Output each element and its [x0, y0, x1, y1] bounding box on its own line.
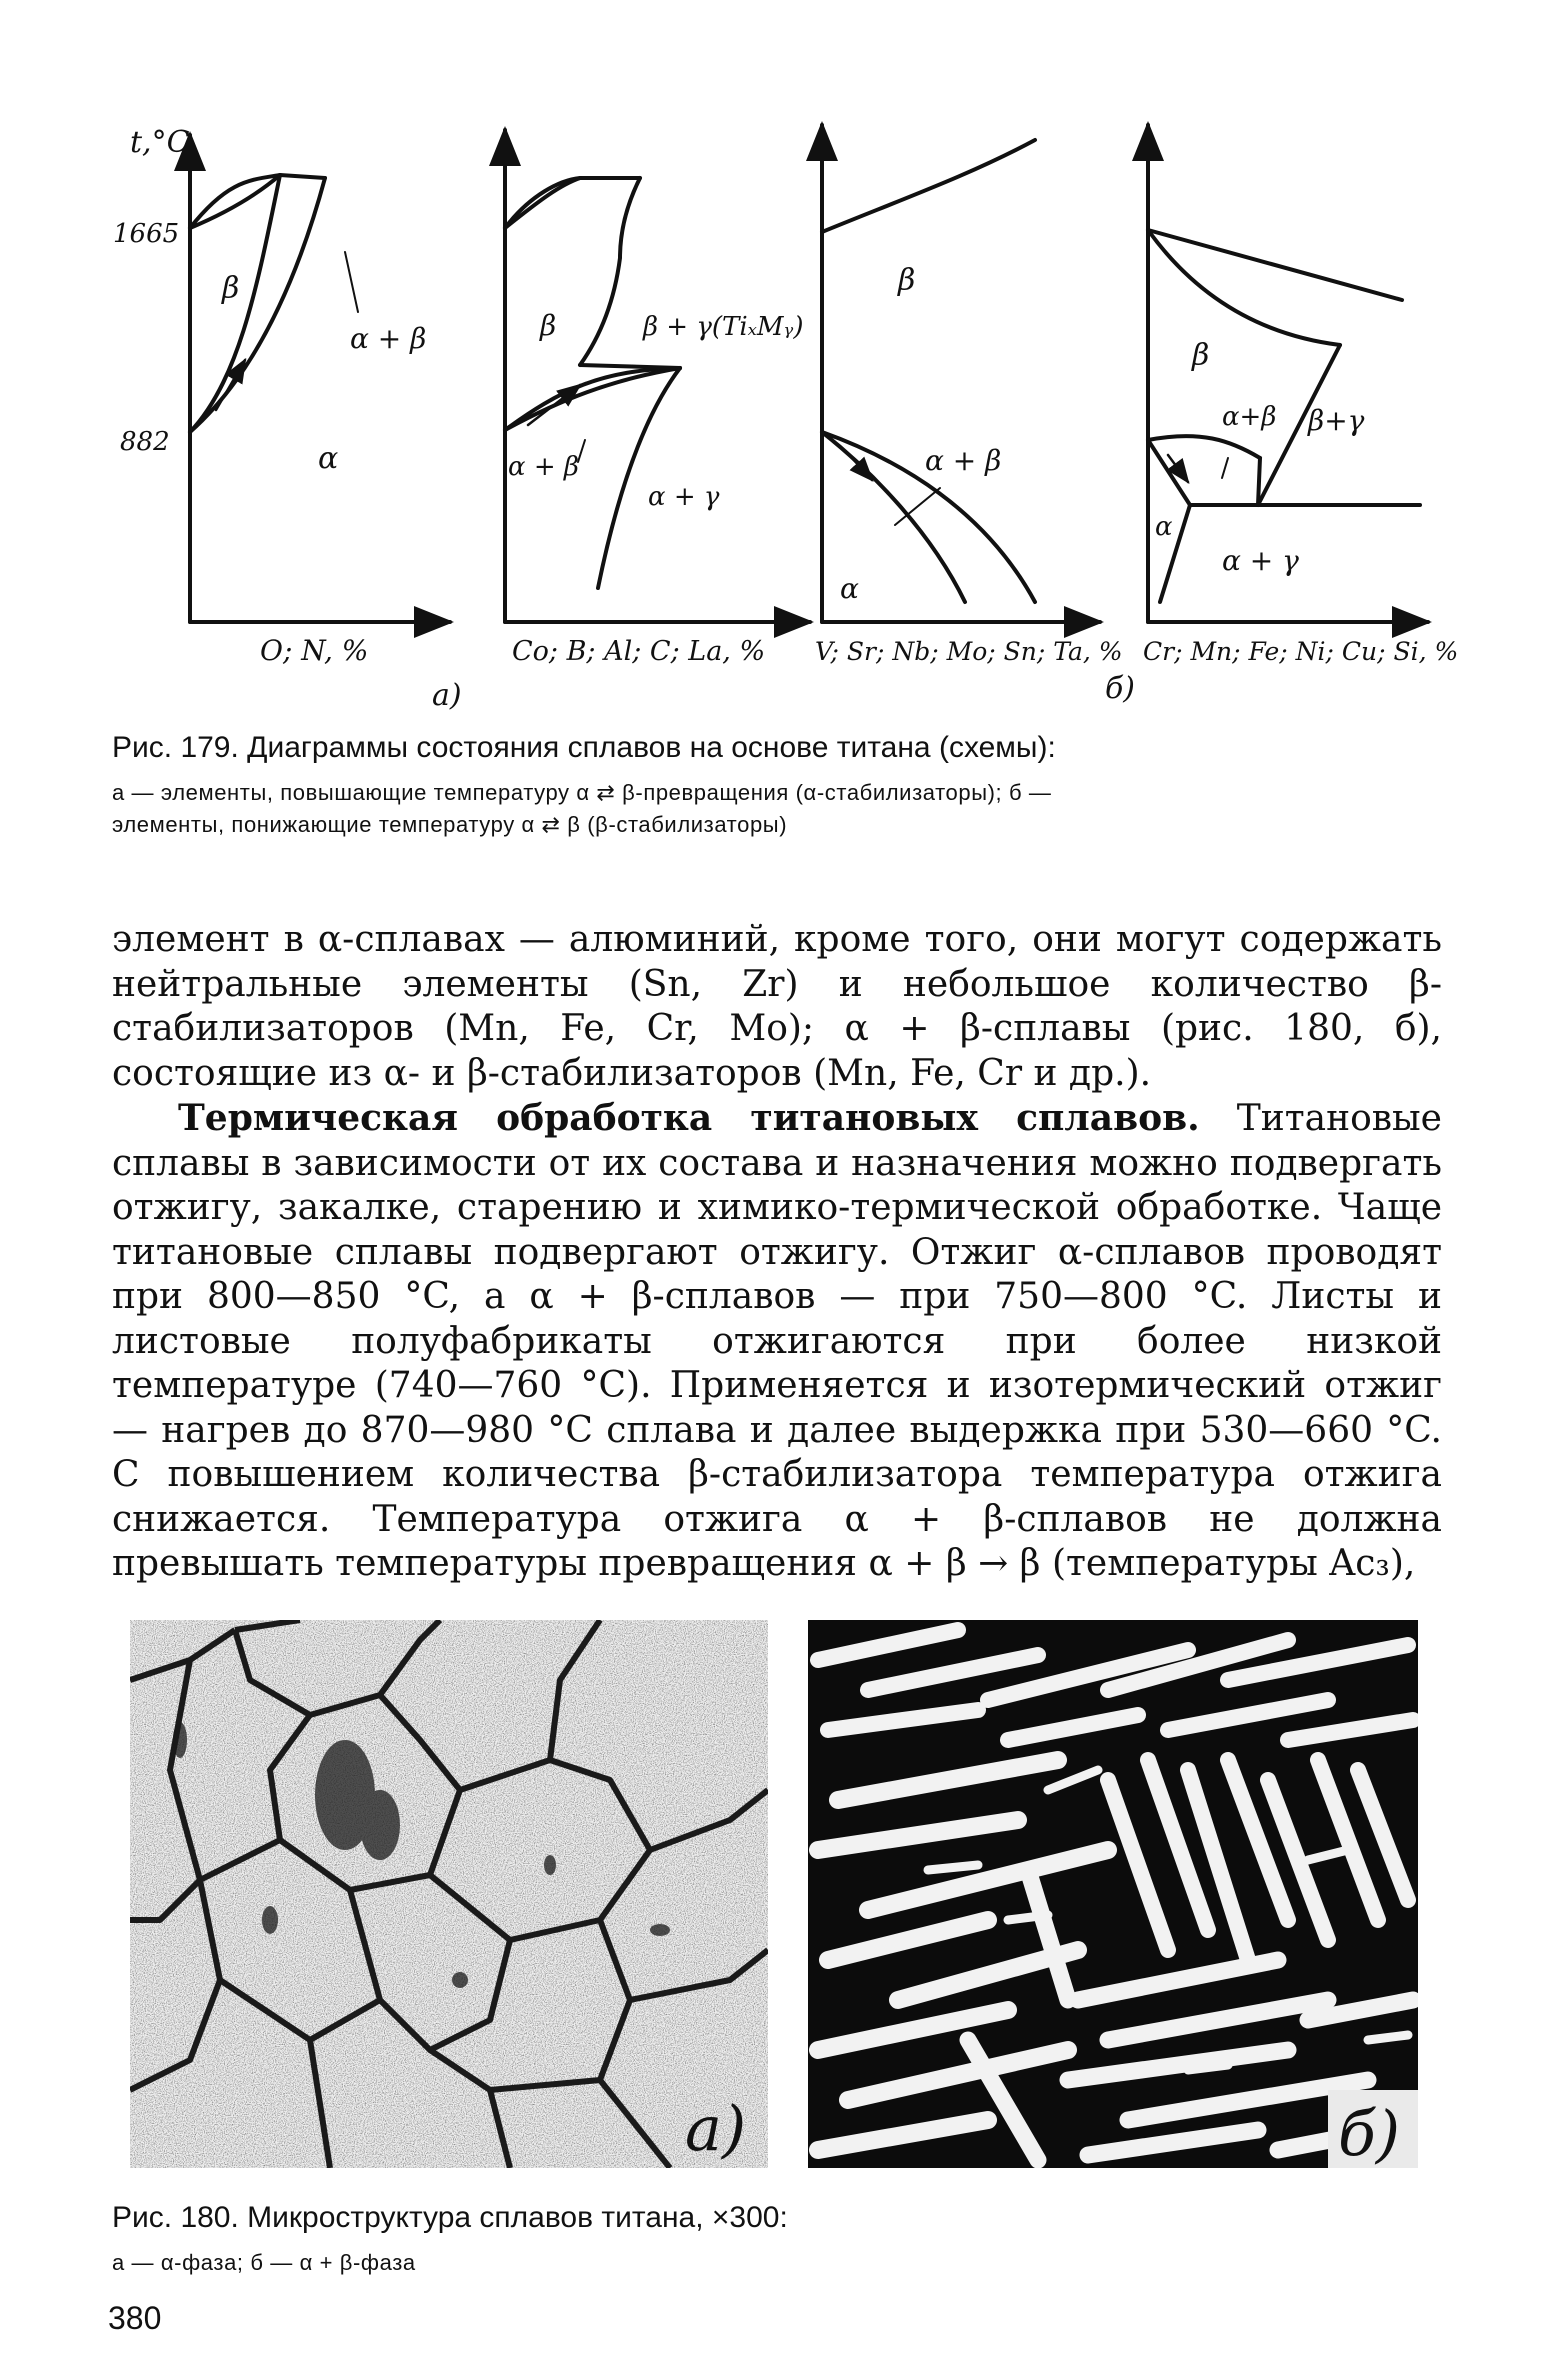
phase-alpha-gamma-label: α + γ: [1222, 544, 1299, 577]
figure-179-caption-title: Рис. 179. Диаграммы состояния сплавов на основе титана (схемы):: [112, 731, 1056, 764]
figure-180-caption-sub: а — α-фаза; б — α + β-фаза: [112, 2250, 416, 2275]
phase-alpha-beta-label: α+β: [1222, 402, 1277, 432]
phase-beta-label: β: [898, 263, 916, 298]
phase-alpha-beta-label: α + β: [350, 322, 427, 355]
phase-alpha-label: α: [1155, 512, 1173, 542]
diagram-2: [505, 130, 810, 622]
body-text: [112, 918, 1442, 1587]
figure-179-caption-line-2: а — элементы, повышающие температуру α ⇄ β-превращения (α-стабилизаторы); б —: [112, 780, 1052, 805]
phase-beta-label: β: [222, 271, 240, 306]
phase-alpha-label: α: [318, 441, 339, 476]
x-axis-label-3: V; Sr; Nb; Mo; Sn; Ta, %: [815, 637, 1123, 666]
x-axis-label-4: Cr; Mn; Fe; Ni; Cu; Si, %: [1143, 637, 1459, 666]
page-number: 380: [108, 2300, 162, 2336]
paragraph-2: [112, 1096, 1442, 1587]
figure-179-caption-line-3: элементы, понижающие температуру α ⇄ β (β-стабилизаторы): [112, 812, 788, 837]
y-axis-label: t,°C: [130, 125, 190, 160]
x-axis-label-1: O; N, %: [260, 634, 369, 667]
temp-882-label: 882: [120, 427, 170, 457]
diagram-1: [190, 135, 450, 622]
figure-marker-a: a): [432, 678, 462, 713]
temp-1665-label: 1665: [113, 219, 180, 249]
figure-marker-b: б): [1105, 671, 1136, 706]
phase-alpha-gamma-label: α + γ: [648, 482, 720, 512]
micrograph-b-alpha-beta-phase: [808, 1620, 1418, 2168]
phase-beta-gamma-label: β+γ: [1308, 404, 1365, 437]
micrograph-a-label: а): [685, 2092, 747, 2165]
paragraph-1: элемент в α-сплавах — алюминий, кроме того, они могут содержать нейтральные элементы (Sn, Zr) и небольшое количество β-стабилизаторов (Mn, Fe, Cr, Mo); α + β-сплавы (рис. 180, б), состоящие из α- и β-стабилизаторов (Mn, Fe, Cr и др.).: [112, 919, 1442, 1094]
diagram-3: [822, 125, 1100, 622]
phase-alpha-beta-label: α + β: [508, 452, 579, 482]
figure-179-diagrams: [0, 0, 1542, 720]
paragraph-2-text: Титановые сплавы в зависимости от их состава и назначения можно подвергать отжигу, закалке, старению и химико-термической обработке. Чаще титановые сплавы подвергают отжигу. Отжиг α-сплавов проводят при 800—850 °C, а α + β-сплавов — при 750—800 °C. Листы и листовые полуфабрикаты отжигаются при более низкой температуре (740—760 °C). Применяется и изотермический отжиг — нагрев до 870—980 °C сплава и далее выдержка при 530—660 °C. С повышением количества β-стабилизатора температура отжига снижается. Температура отжига α + β-сплавов не должна превышать температуры превращения α + β → β (температуры Ac₃),: [112, 1098, 1442, 1584]
phase-beta-gamma-label: β + γ(TiₓMᵧ): [643, 312, 804, 342]
micrograph-a-alpha-phase: [130, 1620, 768, 2168]
micrograph-b-label: б): [1338, 2097, 1401, 2168]
phase-alpha-beta-label: α + β: [925, 444, 1002, 477]
section-heading: Термическая обработка титановых сплавов.: [178, 1097, 1200, 1139]
phase-alpha-label: α: [840, 572, 859, 605]
x-axis-label-2: Co; B; Al; C; La, %: [512, 636, 766, 667]
figure-180-caption-title: Рис. 180. Микроструктура сплавов титана, ×300:: [112, 2201, 788, 2234]
phase-beta-label: β: [1192, 338, 1210, 373]
phase-beta-label: β: [540, 309, 557, 342]
